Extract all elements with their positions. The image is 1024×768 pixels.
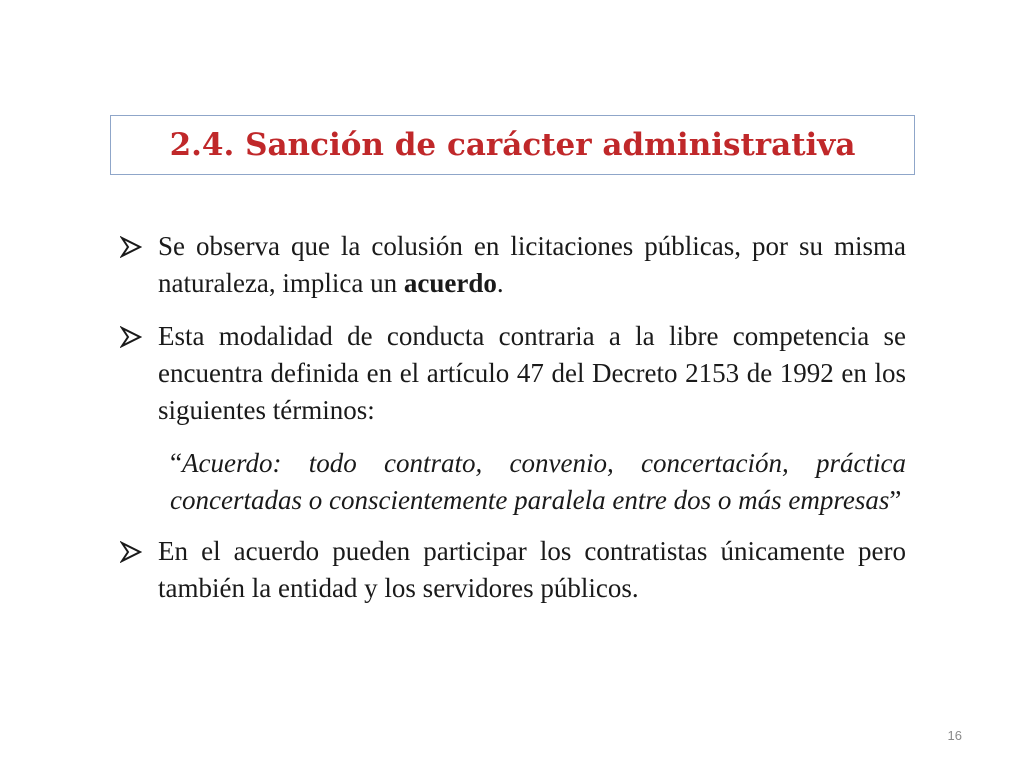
bullet-text-end: . — [496, 268, 504, 298]
page-number: 16 — [947, 728, 962, 743]
bullet-item — [120, 533, 906, 607]
slide-content — [120, 228, 906, 623]
bullet-bold-term: acuerdo — [403, 268, 497, 298]
quote-close-mark: ” — [889, 485, 902, 515]
quote-text: Acuerdo: todo contrato, convenio, concertación, práctica concertadas o conscientemente paralela entre dos o más empresas — [170, 448, 906, 515]
bullet-text: Se observa que la colusión en licitaciones públicas, por su misma naturaleza, implica un — [158, 231, 906, 298]
title-box — [110, 115, 915, 175]
slide-title: 2.4. Sanción de carácter administrativa — [169, 126, 856, 163]
definition-quote — [120, 445, 906, 519]
bullet-text: Esta modalidad de conducta contraria a la libre competencia se encuentra definida en el artículo 47 del Decreto 2153 de 1992 en los siguientes términos: — [158, 321, 906, 425]
arrow-bullet-icon — [120, 541, 142, 563]
arrow-bullet-icon — [120, 326, 142, 348]
quote-open-mark: “ — [170, 448, 182, 478]
bullet-text: En el acuerdo pueden participar los contratistas únicamente pero también la entidad y los servidores públicos. — [158, 536, 906, 603]
bullet-item — [120, 318, 906, 429]
arrow-bullet-icon — [120, 236, 142, 258]
bullet-item — [120, 228, 906, 302]
